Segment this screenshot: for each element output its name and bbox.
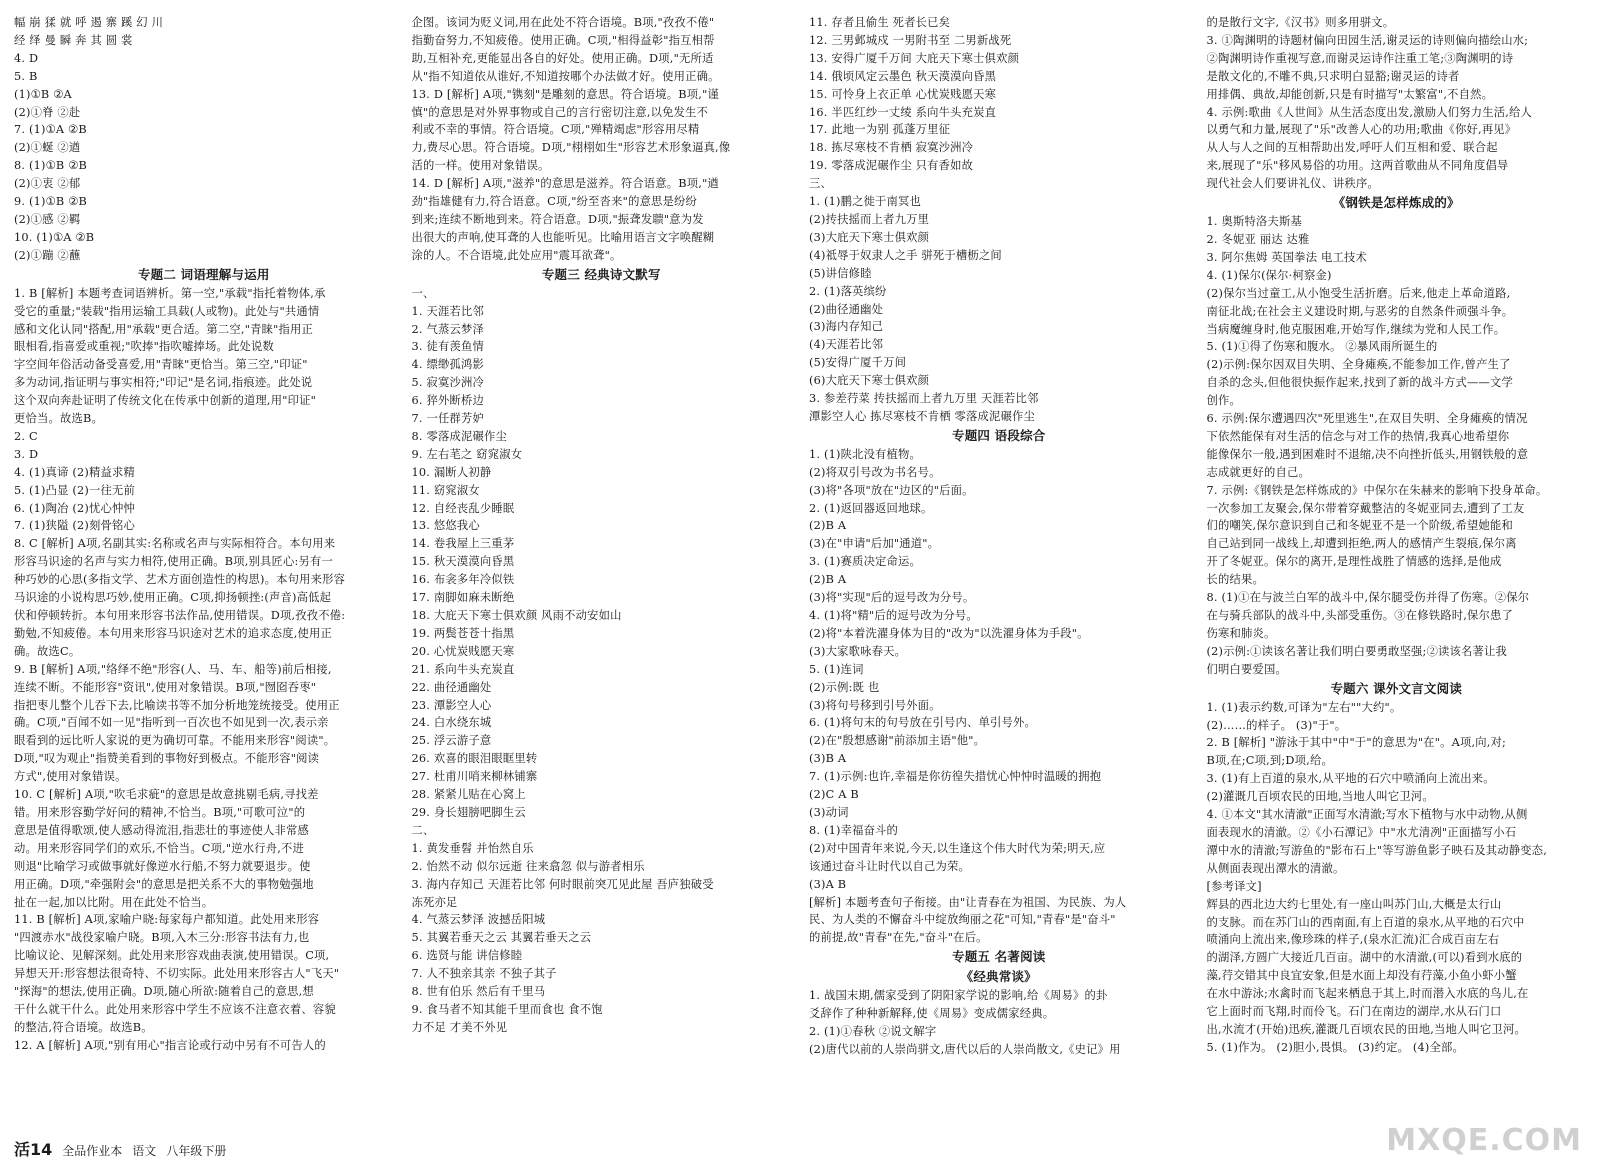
answer-line: (2)将双引号改为书名号。	[809, 465, 941, 479]
answer-line: 14. 卷我屋上三重茅	[411, 537, 515, 551]
answer-line: 的支脉。而在苏门山的西南面,有上百道的泉水,从平地的石穴中	[1206, 915, 1525, 929]
answer-line: 13. 悠悠我心	[411, 519, 480, 533]
answer-line: 11. 窈窕淑女	[411, 483, 480, 497]
answer-line: 12. 自经丧乱少睡眠	[411, 501, 515, 515]
answer-line: 2. (1)落英缤纷	[809, 284, 887, 298]
answer-line: 4. 示例:歌曲《人世间》从生活态度出发,激励人们努力生活,给人	[1206, 105, 1532, 119]
answer-line: 18. 大庇天下寒士俱欢颜 风雨不动安如山	[411, 609, 622, 622]
answer-line: 7. (1)狭隘 (2)刻骨铭心	[14, 519, 135, 533]
answer-line: 5. 其翼若垂天之云 其翼若垂天之云	[411, 931, 592, 945]
answer-line: 感和文化认同"搭配,用"承载"更合适。第二空,"青睐"指用正	[14, 322, 313, 336]
answer-line: 8. (1)①B ②B	[14, 159, 88, 173]
answer-line: 自己站到同一战线上,却遭到拒绝,两人的感情产生裂痕,保尔离	[1206, 537, 1517, 551]
answer-line: 1. B [解析] 本题考查词语辨析。第一空,"承载"指托着物体,承	[14, 286, 326, 300]
answer-line: 一、	[411, 286, 435, 300]
answer-line: "探海"的想法,使用正确。D项,随心所欲:随着自己的意思,想	[14, 985, 314, 999]
answer-line: 6. 选贤与能 讲信修睦	[411, 949, 523, 963]
answer-line: 19. 零落成泥碾作尘 只有香如故	[809, 159, 974, 173]
answer-line: 这个双向奔赴证明了传统文化在传承中创新的道理,用"印证"	[14, 394, 317, 408]
answer-line: [解析] 本题考查句子衔接。由"让青春在为祖国、为民族、为人	[809, 895, 1127, 909]
answer-line: 14. D [解析] A项,"滋养"的意思是滋养。符合语意。B项,"遒	[411, 177, 719, 191]
answer-line: 马识途的小说构思巧妙,使用正确。C项,抑扬顿挫:(声音)高低起	[14, 591, 332, 605]
answer-line: 方式",使用对象错误。	[14, 770, 127, 784]
answer-line: 在水中游泳;水禽时而飞起来栖息于其上,时而潜入水底的鸟儿,在	[1206, 987, 1529, 1001]
answer-line: 志成就更好的自己。	[1206, 465, 1310, 479]
answer-line: 错。用来形容勤学好问的精神,不恰当。B项,"可歌可泣"的	[14, 805, 306, 819]
answer-line: (3)将"各项"放在"边区的"后面。	[809, 483, 974, 497]
answer-line: 7. 示例:《钢铁是怎样炼成的》中保尔在朱赫来的影响下投身革命。	[1206, 483, 1548, 497]
answer-line: 4. D	[14, 51, 39, 65]
answer-line: 用正确。D项,"牵强附会"的意思是把关系不大的事物勉强地	[14, 877, 314, 891]
answer-line: B项,在;C项,到;D项,给。	[1206, 754, 1333, 768]
answer-line: 2. B [解析] "游泳于其中"中"于"的意思为"在"。A项,向,对;	[1206, 736, 1507, 750]
answer-line: (2)B A	[809, 573, 847, 587]
answer-line: 种巧妙的心思(多指文学、艺术方面创造性的构思)。本句用来形容	[14, 573, 346, 587]
answer-line: 1. 战国末期,儒家受到了阴阳家学说的影响,给《周易》的卦	[809, 989, 1108, 1003]
answer-line: (2)唐代以前的人崇尚骈文,唐代以后的人崇尚散文,《史记》用	[809, 1042, 1121, 1056]
answer-line: 眼相看,指喜爱或重视;"吹捧"指吹嘘捧场。此处说数	[14, 340, 275, 354]
page-number: 活14	[14, 1140, 53, 1159]
answer-line: 三、	[809, 177, 832, 191]
answer-line: 潭影空人心 拣尽寒枝不肯栖 零落成泥碾作尘	[809, 409, 1036, 423]
answer-line: 眼看到的远比听人家说的更为确切可靠。不能用来形容"阅读"。	[14, 734, 336, 748]
answer-line: 7. 一任群芳妒	[411, 412, 484, 426]
answer-line: (2)将"本着洗濯身体为目的"改为"以洗濯身体为手段"。	[809, 626, 1089, 640]
answer-line: 1. 黄发垂髫 并怡然自乐	[411, 841, 534, 855]
column-1	[14, 14, 394, 1138]
answer-line: (2)B A	[809, 519, 847, 533]
answer-line: 面表现水的清澈。②《小石潭记》中"水尤清冽"正面描写小石	[1206, 825, 1517, 839]
answer-line: 27. 杜甫川哨来柳林铺寨	[411, 770, 538, 784]
answer-line: (2)保尔当过童工,从小饱受生活折磨。后来,他走上革命道路,	[1206, 286, 1511, 300]
answer-line: 指勤奋努力,不知疲倦。使用正确。C项,"相得益彰"指互相帮	[411, 33, 715, 47]
answer-line: 受它的重量;"装载"指用运输工具载(人或物)。此处与"共通情	[14, 304, 320, 318]
answer-line: 4. (1)真谛 (2)精益求精	[14, 465, 135, 479]
page-footer	[14, 1137, 226, 1160]
answer-line: 一次参加工友聚会,保尔带着穿戴整洁的冬妮亚同去,遭到了工友	[1206, 501, 1525, 515]
answer-line: (3)大家歌咏春天。	[809, 644, 907, 658]
answer-line: 7. 人不独亲其亲 不独子其子	[411, 967, 557, 981]
answer-line: (4)祗辱于奴隶人之手 骈死于槽枥之间	[809, 248, 1002, 262]
answer-line: 更恰当。故选B。	[14, 412, 103, 426]
answer-line: 8. 世有伯乐 然后有千里马	[411, 985, 546, 999]
answer-line: 17. 此地一为别 孤蓬万里征	[809, 123, 951, 137]
answer-line: 辉县的西北边大约七里处,有一座山叫苏门山,大概是太行山	[1206, 897, 1502, 911]
answer-line: 10. (1)①A ②B	[14, 230, 95, 244]
answer-line: (1)①B ②A	[14, 87, 72, 101]
answer-line: (2)抟扶摇而上者九万里	[809, 212, 930, 226]
answer-line: 的前提,故"青春"在先,"奋斗"在后。	[809, 931, 988, 945]
answer-line: 8. C [解析] A项,名副其实:名称或名声与实际相符合。本句用来	[14, 537, 336, 551]
answer-line: (3)A B	[809, 877, 847, 891]
answer-line: 4. 气蒸云梦泽 波撼岳阳城	[411, 913, 546, 927]
answer-line: 来,展现了"乐"移风易俗的功用。这两首歌曲从不同角度倡导	[1206, 159, 1509, 173]
grade: 八年级下册	[166, 1144, 227, 1158]
answer-line: 当病魔缠身时,他克服困难,开始写作,继续为党和人民工作。	[1206, 322, 1506, 336]
section-heading: 《钢铁是怎样炼成的》	[1332, 195, 1460, 211]
answer-line: 5. (1)①得了伤寒和腹水。 ②暴风雨所诞生的	[1206, 340, 1438, 354]
answer-line: (3)B A	[809, 752, 847, 766]
answer-line: 6. 猝外断桥边	[411, 394, 484, 408]
answer-line: 15. 可怜身上衣正单 心忧炭贱愿天寒	[809, 87, 997, 101]
answer-line: 下依然能保有对生活的信念与对工作的热情,我真心地希望你	[1206, 429, 1510, 443]
answer-line: 24. 白水绕东城	[411, 716, 492, 730]
answer-line: 助,互相补充,更能显出各自的好处。使用正确。D项,"无所适	[411, 51, 714, 65]
answer-line: 5. (1)作为。 (2)胆小,畏惧。 (3)约定。 (4)全部。	[1206, 1040, 1464, 1054]
answer-line: 14. 俄顷风定云墨色 秋天漠漠向昏黑	[809, 69, 997, 83]
answer-line: 7. (1)示例:也许,幸福是你彷徨失措忧心忡忡时温暖的拥抱	[809, 770, 1102, 784]
answer-line: 20. 心忧炭贱愿天寒	[411, 644, 515, 658]
answer-line: (2)①衷 ②郁	[14, 177, 81, 191]
answer-line: 4. ①本文"其水清澈"正面写水清澈;写水下植物与水中动物,从侧	[1206, 808, 1528, 822]
answer-line: 9. B [解析] A项,"络绎不绝"形容(人、马、车、船等)前后相接,	[14, 662, 332, 676]
answer-line: 12. A [解析] A项,"别有用心"指言论或行动中另有不可告人的	[14, 1038, 326, 1052]
answer-line: (2)对中国青年来说,今天,以生逢这个伟大时代为荣;明天,应	[809, 841, 1106, 855]
answer-line: 创作。	[1206, 394, 1241, 408]
answer-line: 该通过奋斗让时代以自己为荣。	[809, 859, 970, 873]
answer-line: (2)示例:保尔因双目失明、全身瘫痪,不能参加工作,曾产生了	[1206, 358, 1511, 372]
answer-line: 3. 阿尔焦姆 英国拳法 电工技术	[1206, 250, 1368, 264]
watermark-logo: MXQE.COM	[1386, 1123, 1582, 1158]
answer-line: 29. 身长翅膀吧脚生云	[411, 805, 526, 819]
answer-line: 4. (1)保尔(保尔·柯察金)	[1206, 268, 1332, 282]
answer-line: 幅 崩 猱 就 呼 遏 寨 蹊 幻 川	[14, 16, 164, 29]
answer-line: 1. (1)鹏之徙于南冥也	[809, 195, 922, 209]
answer-line: 民、为人类的不懈奋斗中绽放绚丽之花"可知,"青春"是"奋斗"	[809, 913, 1116, 927]
answer-line: 15. 秋天漠漠向昏黑	[411, 555, 515, 569]
answer-line: 2. 怡然不动 似尔远逝 往来翕忽 似与游者相乐	[411, 859, 645, 873]
answer-line: 19. 两鬓苍苍十指黑	[411, 626, 515, 640]
answer-line: 出,水流才(开始)迅疾,灌溉几百顷农民的田地,当地人叫它卫河。	[1206, 1022, 1527, 1036]
answer-line: 9. 食马者不知其能千里而食也 食不饱	[411, 1002, 603, 1016]
answer-line: 利或不幸的事情。符合语境。C项,"殚精竭虑"形容用尽精	[411, 123, 700, 137]
answer-line: 从"指不知道依从谁好,不知道按哪个办法做才好。使用正确。	[411, 69, 720, 83]
answer-line: 喷涌向上流出来,像珍珠的样子,(泉水汇流)汇合成百亩左右	[1206, 933, 1500, 947]
answer-line: 开了冬妮亚。保尔的离开,是理性战胜了情感的选择,是他成	[1206, 555, 1502, 569]
answer-line: 现代社会人们要讲礼仪、讲秩序。	[1206, 177, 1379, 191]
answer-line: 经 绎 曼 瞬 奔 其 圆 裳	[14, 33, 133, 47]
answer-line: 1. (1)陕北没有植物。	[809, 447, 922, 461]
answer-line: 3. D	[14, 447, 39, 461]
answer-page	[14, 14, 1586, 1138]
answer-line: 能像保尔一般,遇到困难时不退缩,决不向挫折低头,用钢铁般的意	[1206, 447, 1529, 461]
answer-line: 勤勉,不知疲倦。本句用来形容马识途对艺术的追求态度,使用正	[14, 626, 333, 640]
answer-line: 4. 缥缈孤鸿影	[411, 358, 484, 372]
section-heading: 专题六 课外文言文阅读	[1330, 680, 1463, 696]
answer-line: 6. 示例:保尔遭遇四次"死里逃生",在双目失明、全身瘫痪的情况	[1206, 412, 1528, 426]
answer-line: 确。故选C。	[14, 644, 81, 658]
answer-line: 1. 天涯若比邻	[411, 304, 484, 318]
answer-line: (2)①蜒 ②遒	[14, 141, 81, 155]
section-heading: 《经典常谈》	[960, 969, 1037, 985]
answer-line: 动。用来形容同学们的欢乐,不恰当。C项,"逆水行舟,不进	[14, 841, 305, 855]
answer-line: 28. 紧紧儿贴在心窝上	[411, 788, 526, 802]
answer-line: 字空间年俗活动备受喜爱,用"青睐"更恰当。第三空,"印证"	[14, 358, 308, 372]
answer-line: 10. 漏断人初静	[411, 465, 492, 479]
answer-line: 它上面时而飞翔,时而伶飞。石门在南边的湖岸,水从石门口	[1206, 1005, 1502, 1019]
answer-line: 4. (1)将"精"后的逗号改为分号。	[809, 609, 978, 622]
answer-line: 10. C [解析] A项,"吹毛求疵"的意思是故意挑剔毛病,寻找差	[14, 788, 319, 802]
answer-line: 比喻议论、见解深刻。此处用来形容戏曲表演,使用错误。C项,	[14, 949, 330, 963]
answer-line: 从侧面表现出潭水的清澈。	[1206, 861, 1345, 875]
answer-line: (2)曲径通幽处	[809, 302, 884, 316]
answer-line: 涂的人。不合语境,此处应用"震耳欲聋"。	[411, 248, 622, 262]
answer-line: 劲"指雄健有力,符合语意。C项,"纷至沓来"的意思是纷纷	[411, 195, 698, 209]
answer-line: 是散文化的,不雕不典,只求明白显豁;谢灵运的诗者	[1206, 69, 1460, 83]
answer-line: 3. 徒有羡鱼情	[411, 340, 484, 354]
answer-line: (5)讲信修睦	[809, 266, 872, 280]
answer-line: 扯在一起,加以比附。用在此处不恰当。	[14, 895, 214, 909]
answer-line: 爻辞作了种种新解释,使《周易》变成儒家经典。	[809, 1007, 1055, 1021]
answer-line: 2. 气蒸云梦泽	[411, 322, 484, 336]
book-title: 全品作业本	[62, 1144, 123, 1158]
answer-line: 21. 系向牛头充炭直	[411, 662, 515, 676]
answer-line: 17. 南脚如麻未断绝	[411, 591, 515, 605]
answer-line: 力不足 才美不外见	[411, 1020, 508, 1034]
answer-line: 意思是值得歌颂,使人感动得流泪,指悲壮的事迹使人非常感	[14, 823, 310, 837]
answer-line: 3. 参差荇菜 抟扶摇而上者九万里 天涯若比邻	[809, 392, 1039, 406]
answer-line: 异想天开:形容想法很奇特、不切实际。此处用来形容古人"飞天"	[14, 967, 340, 981]
answer-line: 多为动词,指证明与事实相符;"印记"是名词,指痕迹。此处说	[14, 376, 313, 390]
answer-line: 干什么就干什么。此处用来形容中学生不应该不注意衣着、容貌	[14, 1002, 336, 1016]
answer-line: 们的嘲笑,保尔意识到自己和冬妮亚不是一个阶级,希望她能和	[1206, 519, 1514, 533]
answer-line: 伤寒和肺炎。	[1206, 626, 1276, 640]
answer-line: 6. (1)陶冶 (2)忧心忡忡	[14, 501, 135, 515]
answer-line: (3)在"申请"后加"通道"。	[809, 537, 940, 551]
answer-line: 5. (1)连词	[809, 662, 864, 676]
answer-line: 们明白要爱国。	[1206, 662, 1287, 676]
answer-line: 11. B [解析] A项,家喻户晓:每家每户都知道。此处用来形容	[14, 913, 320, 927]
answer-line: 13. 安得广厦千万间 大庇天下寒士俱欢颜	[809, 51, 1020, 65]
answer-line: 慎"的意思是对外界事物或自己的言行密切注意,以免发生不	[411, 105, 709, 119]
answer-line: 以勇气和力量,展现了"乐"改善人心的功用;歌曲《你好,再见》	[1206, 123, 1517, 137]
answer-line: 则退"比喻学习或做事就好像逆水行船,不努力就要退步。使	[14, 859, 311, 873]
answer-line: 冻死亦足	[411, 895, 458, 909]
answer-line: 长的结果。	[1206, 573, 1264, 587]
answer-line: 2. C	[14, 429, 38, 443]
answer-line: 从人与人之间的互相帮助出发,呼吁人们互相和爱、联合起	[1206, 141, 1498, 155]
section-heading: 专题五 名著阅读	[952, 949, 1046, 965]
answer-line: 活的一样。使用对象错误。	[411, 159, 550, 173]
column-2	[412, 14, 792, 1138]
answer-line: 16. 半匹红纱一丈绫 系向牛头充炭直	[809, 105, 997, 119]
answer-line: 企图。该词为贬义词,用在此处不符合语境。B项,"孜孜不倦"	[411, 16, 715, 29]
answer-line: (3)大庇天下寒士俱欢颜	[809, 230, 930, 244]
answer-line: 3. (1)有上百道的泉水,从平地的石穴中喷涌向上流出来。	[1206, 772, 1495, 786]
answer-line: 在与骑兵部队的战斗中,头部受重伤。③在修铁路时,保尔患了	[1206, 609, 1514, 622]
answer-line: 用排偶、典故,却能创新,只是有时描写"太繁富",不自然。	[1206, 87, 1494, 101]
answer-line: 潭中水的清澈;写游鱼的"影布石上"等写游鱼影子映石及其动静变态,	[1206, 843, 1548, 857]
answer-line: (6)大庇天下寒士俱欢颜	[809, 374, 930, 388]
answer-line: (2)①脊 ②赴	[14, 105, 81, 119]
answer-line: 6. (1)将句末的句号放在引号内、单引号外。	[809, 716, 1037, 730]
answer-line: 16. 布衾多年冷似铁	[411, 573, 515, 587]
answer-line: 8. (1)幸福奋斗的	[809, 823, 899, 837]
answer-line: 自杀的念头,但他很快振作起来,找到了新的战斗方式——文学	[1206, 376, 1514, 390]
answer-line: "四渡赤水"战役家喻户晓。B项,入木三分:形容书法有力,也	[14, 931, 310, 945]
answer-line: 25. 浮云游子意	[411, 734, 492, 748]
answer-line: 连续不断。不能形容"资讯",使用对象错误。B项,"囫囵吞枣"	[14, 680, 317, 694]
answer-line: (2)①蹦 ②蘸	[14, 248, 81, 262]
answer-line: 18. 拣尽寒枝不肯栖 寂寞沙洲冷	[809, 141, 974, 155]
answer-line: 11. 存者且偷生 死者长已矣	[809, 16, 951, 29]
answer-line: 伏和停顿转折。本句用来形容书法作品,使用错误。D项,孜孜不倦:	[14, 609, 346, 622]
answer-line: 2. (1)①春秋 ②说文解字	[809, 1025, 937, 1039]
answer-line: 2. (1)返回器返回地球。	[809, 501, 933, 515]
answer-line: 的是散行文字,《汉书》则多用骈文。	[1206, 16, 1395, 29]
answer-line: ②陶渊明诗作重视写意,而谢灵运诗作注重工笔;③陶渊明的诗	[1206, 51, 1514, 65]
section-heading: 专题二 词语理解与运用	[137, 266, 270, 282]
answer-line: [参考译文]	[1206, 879, 1262, 893]
answer-line: (2)示例:既 也	[809, 680, 880, 694]
answer-line: 形容马识途的名声与实力相符,使用正确。B项,别具匠心:另有一	[14, 555, 334, 569]
answer-line: 二、	[411, 823, 435, 837]
answer-line: (2)C A B	[809, 788, 859, 802]
answer-line: (2)①感 ②羁	[14, 212, 81, 226]
answer-line: 确。C项,"百闻不如一见"指听到一百次也不如见到一次,表示亲	[14, 716, 329, 730]
answer-line: (4)天涯若比邻	[809, 338, 884, 352]
answer-line: 的整洁,符合语境。故选B。	[14, 1020, 153, 1034]
column-3	[809, 14, 1189, 1138]
answer-line: 8. 零落成泥碾作尘	[411, 429, 507, 443]
answer-line: 7. (1)①A ②B	[14, 123, 87, 137]
answer-line: 力,费尽心思。符合语境。D项,"栩栩如生"形容艺术形象逼真,像	[411, 141, 731, 155]
answer-line: 8. (1)①在与波兰白军的战斗中,保尔腿受伤并得了伤寒。②保尔	[1206, 591, 1530, 605]
answer-line: 到来;连续不断地到来。符合语意。D项,"振聋发聩"意为发	[411, 212, 704, 226]
answer-line: 5. B	[14, 69, 38, 83]
answer-line: D项,"叹为观止"指赞美看到的事物好到极点。不能形容"阅读	[14, 752, 320, 766]
answer-line: 的湖泽,方圆广大接近几百亩。湖中的水清澈,(可以)看到水底的	[1206, 951, 1523, 965]
answer-line: 3. (1)赛质决定命运。	[809, 555, 922, 569]
answer-line: 3. ①陶渊明的诗题材偏向田园生活,谢灵运的诗则偏向描绘山水;	[1206, 33, 1529, 47]
answer-line: 5. 寂寞沙洲冷	[411, 376, 484, 390]
answer-line: (3)海内存知己	[809, 320, 884, 334]
section-heading: 专题四 语段综合	[952, 427, 1046, 443]
answer-line: (2)灌溉几百顷农民的田地,当地人叫它卫河。	[1206, 790, 1434, 804]
answer-line: 26. 欢喜的眼泪眼眶里转	[411, 752, 538, 766]
answer-line: 藻,荇交错其中良宜安象,但是水面上却没有荇藻,小鱼小虾小蟹	[1206, 969, 1517, 983]
answer-line: 9. (1)①B ②B	[14, 195, 88, 209]
answer-line: 22. 曲径通幽处	[411, 680, 492, 694]
answer-line: 9. 左右芼之 窈窕淑女	[411, 447, 523, 461]
column-4	[1207, 14, 1587, 1138]
answer-line: 12. 三男邺城戍 一男附书至 二男新战死	[809, 33, 1012, 47]
answer-line: 1. (1)表示约数,可译为"左右""大约"。	[1206, 700, 1402, 714]
answer-line: (2)在"殷想感谢"前添加主语"他"。	[809, 734, 986, 748]
answer-line: 南征北战;在社会主义建设时期,与恶劣的自然条件顽强斗争。	[1206, 304, 1514, 318]
subject: 语文	[132, 1144, 157, 1158]
answer-line: 3. 海内存知己 天涯若比邻 何时眼前突兀见此屋 吾庐独破受	[411, 877, 714, 891]
answer-line: 出很大的声响,使耳聋的人也能听见。比喻用语言文字唤醒糊	[411, 230, 715, 244]
answer-line: 1. 奥斯特洛夫斯基	[1206, 215, 1302, 229]
section-heading: 专题三 经典诗文默写	[541, 266, 661, 282]
answer-line: 指把枣儿整个儿吞下去,比喻读书等不加分析地笼统接受。使用正	[14, 698, 340, 712]
answer-line: 5. (1)凸显 (2)一往无前	[14, 483, 135, 497]
answer-line: (3)将句号移到引号外面。	[809, 698, 941, 712]
answer-line: (3)动词	[809, 805, 849, 819]
answer-line: (2)……的样子。 (3)"于"。	[1206, 718, 1347, 732]
answer-line: (2)示例:①读该名著让我们明白要勇敢坚强;②读该名著让我	[1206, 644, 1508, 658]
answer-line: (5)安得广厦千万间	[809, 356, 907, 370]
answer-line: 13. D [解析] A项,"镌刻"是雕刻的意思。符合语境。B项,"谨	[411, 87, 719, 101]
answer-line: 23. 潭影空人心	[411, 698, 492, 712]
answer-line: 2. 冬妮亚 丽达 达雅	[1206, 232, 1310, 246]
answer-line: (3)将"实现"后的逗号改为分号。	[809, 591, 975, 605]
